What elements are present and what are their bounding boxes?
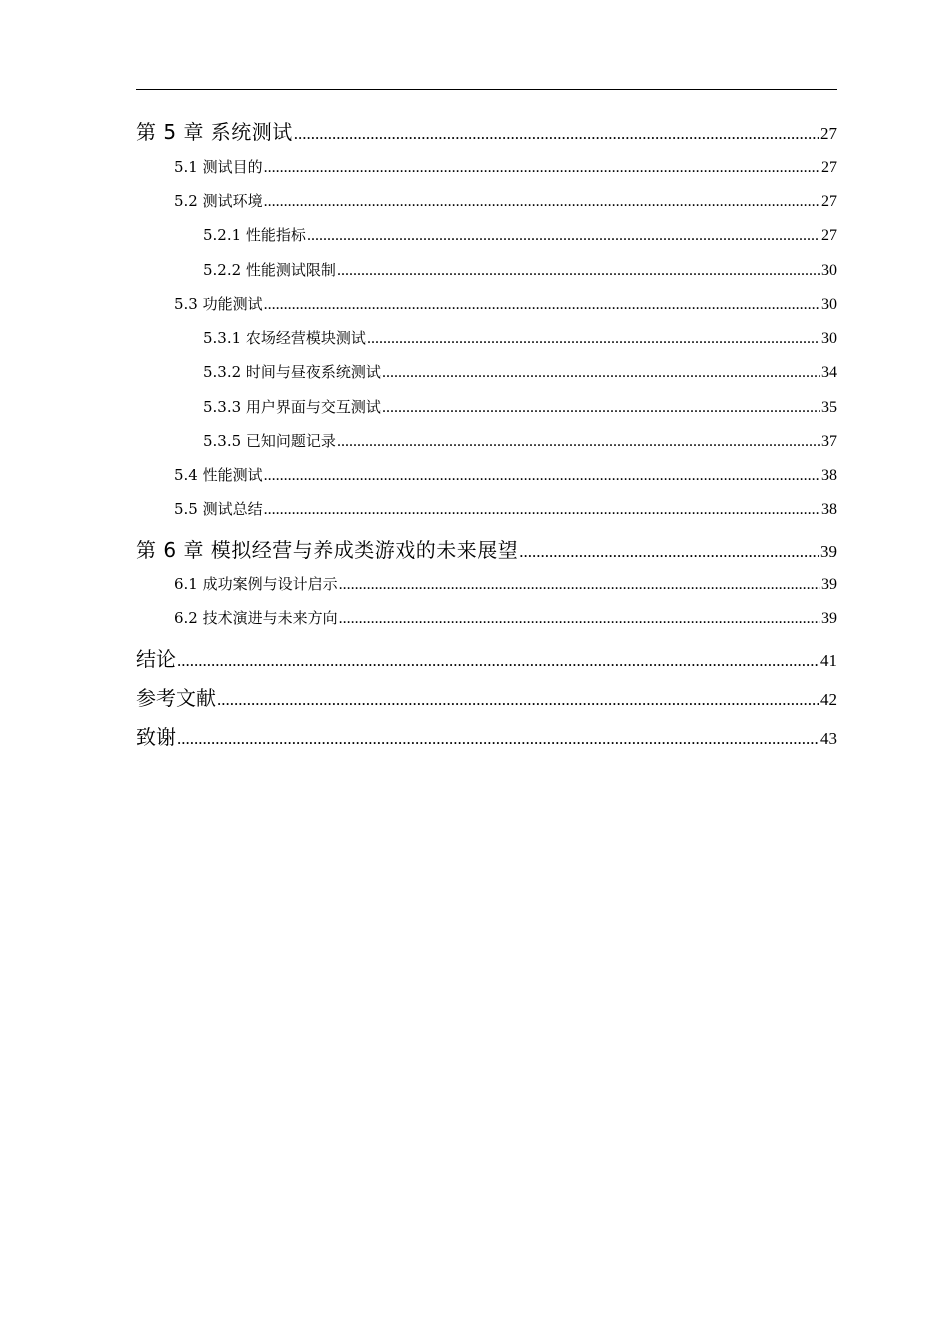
toc-entry-6-2[interactable] xyxy=(174,607,837,628)
header-rule xyxy=(136,89,837,90)
toc-entry-page: 37 xyxy=(821,433,837,450)
toc-entry-title: 5.2.1 性能指标 xyxy=(203,226,306,244)
toc-entry-5-3[interactable] xyxy=(174,293,837,314)
toc-entry-5-3-2[interactable] xyxy=(203,361,837,382)
toc-entry-5-3-1[interactable] xyxy=(203,327,837,348)
toc-entry-acknowledgements[interactable] xyxy=(136,721,837,750)
toc-entry-page: 27 xyxy=(821,193,837,210)
toc-entry-5-2[interactable] xyxy=(174,190,837,211)
toc-entry-chapter-5[interactable] xyxy=(136,116,837,145)
toc-dot-leader xyxy=(382,364,820,382)
toc-dot-leader xyxy=(264,501,820,519)
toc-entry-5-2-1[interactable] xyxy=(203,224,837,245)
toc-dot-leader xyxy=(217,690,819,710)
toc-entry-page: 27 xyxy=(821,159,837,176)
toc-entry-title: 5.2.2 性能测试限制 xyxy=(203,261,336,279)
toc-entry-conclusion[interactable] xyxy=(136,643,837,672)
toc-entry-title: 6.1 成功案例与设计启示 xyxy=(174,575,338,593)
toc-dot-leader xyxy=(177,651,819,671)
toc-entry-title: 5.5 测试总结 xyxy=(174,500,263,518)
toc-entry-page: 42 xyxy=(820,690,837,709)
toc-entry-5-2-2[interactable] xyxy=(203,259,837,280)
toc-entry-title: 6.2 技术演进与未来方向 xyxy=(174,609,338,627)
toc-entry-title: 第 6 章 模拟经营与养成类游戏的未来展望 xyxy=(136,538,519,562)
toc-entry-6-1[interactable] xyxy=(174,573,837,594)
toc-dot-leader xyxy=(177,729,819,749)
toc-entry-5-3-5[interactable] xyxy=(203,430,837,451)
toc-entry-5-3-3[interactable] xyxy=(203,396,837,417)
toc-entry-title: 参考文献 xyxy=(136,686,216,710)
toc-entry-title: 5.3.2 时间与昼夜系统测试 xyxy=(203,363,381,381)
toc-entry-page: 41 xyxy=(820,651,837,670)
toc-entry-page: 39 xyxy=(821,610,837,627)
toc-entry-page: 38 xyxy=(821,467,837,484)
toc-dot-leader xyxy=(264,159,820,177)
toc-entry-page: 27 xyxy=(821,227,837,244)
toc-dot-leader xyxy=(307,227,820,245)
toc-dot-leader xyxy=(337,433,820,451)
toc-entry-title: 第 5 章 系统测试 xyxy=(136,120,293,144)
toc-dot-leader xyxy=(339,610,820,628)
toc-entry-references[interactable] xyxy=(136,682,837,711)
toc-dot-leader xyxy=(519,542,819,562)
toc-entry-title: 5.1 测试目的 xyxy=(174,158,263,176)
toc-entry-page: 43 xyxy=(820,729,837,748)
toc-dot-leader xyxy=(264,193,820,211)
toc-dot-leader xyxy=(264,296,820,314)
toc-entry-page: 30 xyxy=(821,330,837,347)
toc-entry-5-4[interactable] xyxy=(174,464,837,485)
toc-entry-page: 27 xyxy=(820,124,837,143)
toc-entry-title: 5.3 功能测试 xyxy=(174,295,263,313)
toc-entry-page: 39 xyxy=(820,542,837,561)
toc-dot-leader xyxy=(264,467,820,485)
toc-entry-title: 致谢 xyxy=(136,725,176,749)
toc-entry-page: 38 xyxy=(821,501,837,518)
toc-dot-leader xyxy=(367,330,820,348)
toc-entry-title: 5.3.1 农场经营模块测试 xyxy=(203,329,366,347)
toc-dot-leader xyxy=(339,576,820,594)
toc-entry-title: 5.4 性能测试 xyxy=(174,466,263,484)
toc-dot-leader xyxy=(382,399,820,417)
toc-entry-title: 5.2 测试环境 xyxy=(174,192,263,210)
toc-entry-chapter-6[interactable] xyxy=(136,534,837,563)
toc-entry-title: 5.3.5 已知问题记录 xyxy=(203,432,336,450)
toc-entry-title: 5.3.3 用户界面与交互测试 xyxy=(203,398,381,416)
toc-dot-leader xyxy=(294,124,819,144)
toc-entry-page: 30 xyxy=(821,262,837,279)
toc-dot-leader xyxy=(337,262,820,280)
toc-entry-page: 39 xyxy=(821,576,837,593)
toc-entry-page: 30 xyxy=(821,296,837,313)
toc-entry-page: 35 xyxy=(821,399,837,416)
toc-entry-title: 结论 xyxy=(136,647,176,671)
toc-entry-5-1[interactable] xyxy=(174,156,837,177)
toc-entry-5-5[interactable] xyxy=(174,498,837,519)
toc-entry-page: 34 xyxy=(821,364,837,381)
